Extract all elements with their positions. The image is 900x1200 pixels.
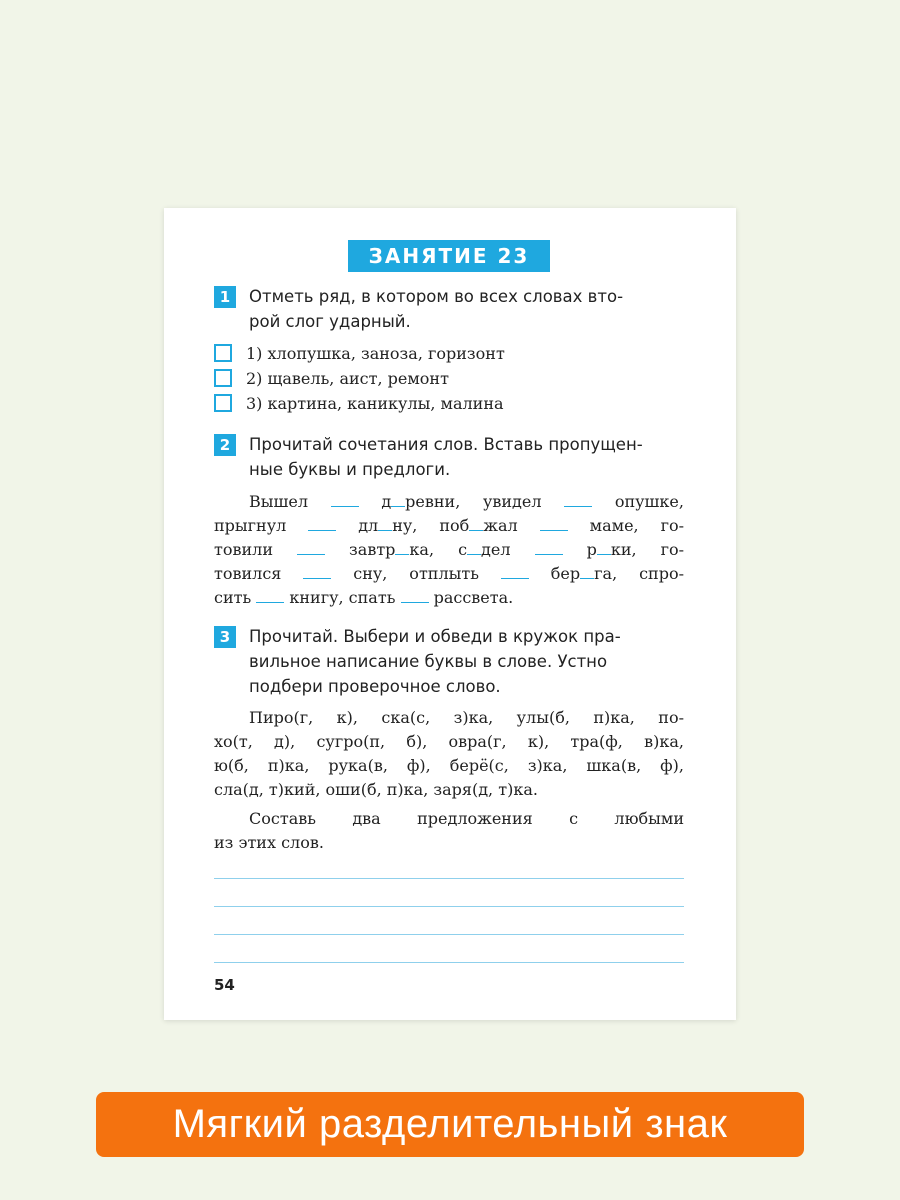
text-line: прыгнул дл ну, поб жал маме, го- [214, 516, 685, 535]
text-line: Вышел д ревни, увидел опушке, [249, 492, 684, 511]
writing-line[interactable] [214, 906, 684, 907]
writing-line[interactable] [214, 934, 684, 935]
instruction-line: подбери проверочное слово. [249, 677, 501, 696]
blank[interactable] [378, 529, 392, 531]
task-1-option-2[interactable] [214, 366, 449, 390]
lesson-title: ЗАНЯТИЕ 23 [348, 240, 550, 272]
blank[interactable] [597, 553, 611, 555]
text-line: Составь два предложения с любыми [249, 809, 684, 828]
blank[interactable] [564, 505, 592, 507]
instruction-line: ные буквы и предлоги. [249, 460, 451, 479]
task-3-compose [214, 807, 684, 855]
writing-line[interactable] [214, 878, 684, 879]
topic-banner: Мягкий разделительный знак [96, 1092, 804, 1157]
text-line: Пиро(г, к), ска(с, з)ка, улы(б, п)ка, по- [249, 708, 684, 727]
blank[interactable] [469, 529, 483, 531]
blank[interactable] [256, 601, 284, 603]
blank[interactable] [540, 529, 568, 531]
text-line: сла(д, т)кий, оши(б, п)ка, заря(д, т)ка. [214, 780, 538, 799]
blank[interactable] [303, 577, 331, 579]
writing-line[interactable] [214, 962, 684, 963]
task-3-instruction [249, 624, 685, 699]
blank[interactable] [395, 553, 409, 555]
option-label: 1) хлопушка, заноза, горизонт [246, 343, 505, 363]
instruction-line: Прочитай сочетания слов. Вставь пропущен- [249, 435, 643, 454]
task-1-number: 1 [214, 286, 236, 308]
text-line: товился сну, отплыть бер га, спро- [214, 564, 684, 583]
task-2-instruction [249, 432, 685, 482]
blank[interactable] [467, 553, 481, 555]
task-3-text [214, 706, 684, 802]
instruction-line: вильное написание буквы в слове. Устно [249, 652, 608, 671]
text-line: ю(б, п)ка, рука(в, ф), берё(с, з)ка, шка(в, ф), [214, 756, 684, 775]
blank[interactable] [297, 553, 325, 555]
task-2-text [214, 490, 684, 610]
task-1-instruction [249, 284, 685, 334]
task-1-option-3[interactable] [214, 391, 504, 415]
blank[interactable] [391, 505, 405, 507]
text-line: товили завтр ка, с дел р ки, го- [214, 540, 685, 559]
text-line: хо(т, д), сугро(п, б), овра(г, к), тра(ф, в)ка, [214, 732, 684, 751]
blank[interactable] [401, 601, 429, 603]
instruction-line: рой слог ударный. [249, 312, 411, 331]
option-checkbox[interactable] [214, 394, 232, 412]
task-3-number: 3 [214, 626, 236, 648]
text-line: сить книгу, спать рассвета. [214, 588, 514, 607]
option-label: 2) щавель, аист, ремонт [246, 368, 449, 388]
text-line: из этих слов. [214, 833, 324, 852]
blank[interactable] [331, 505, 359, 507]
blank[interactable] [308, 529, 336, 531]
task-1-option-1[interactable] [214, 341, 505, 365]
instruction-line: Отметь ряд, в котором во всех словах вто- [249, 287, 624, 306]
blank[interactable] [580, 577, 594, 579]
task-2-number: 2 [214, 434, 236, 456]
blank[interactable] [535, 553, 563, 555]
workbook-page [164, 208, 736, 1020]
instruction-line: Прочитай. Выбери и обведи в кружок пра- [249, 627, 621, 646]
option-label: 3) картина, каникулы, малина [246, 393, 504, 413]
blank[interactable] [501, 577, 529, 579]
page-number: 54 [214, 976, 235, 994]
option-checkbox[interactable] [214, 344, 232, 362]
option-checkbox[interactable] [214, 369, 232, 387]
